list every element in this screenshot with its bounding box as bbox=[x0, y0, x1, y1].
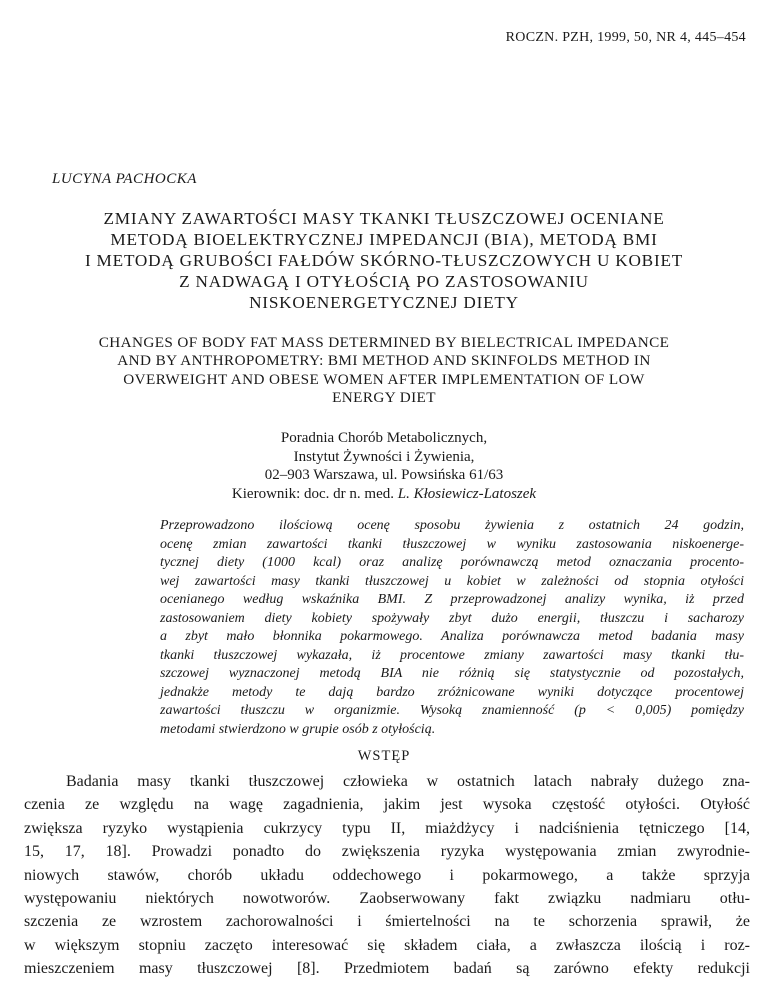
abstract bbox=[160, 517, 744, 739]
title-pl-line: I METODĄ GRUBOŚCI FAŁDÓW SKÓRNO-TŁUSZCZOWYCH U KOBIET bbox=[84, 251, 684, 270]
body-line: zwiększa ryzyko wystąpienia cukrzycy typu II, miażdżycy i nadciśnienia tętniczego [14, bbox=[24, 819, 750, 837]
abstract-line: zastosowaniem diety kobiety spożywały zbyt dużo energii, tłuszczu i sacharozy bbox=[160, 610, 744, 626]
body-line: Badania masy tkanki tłuszczowej człowieka w ostatnich latach nabrały dużego zna- bbox=[66, 773, 750, 790]
abstract-line: jednakże metody te dają bardzo zróżnicowane wyniki dotyczące procentowej bbox=[160, 684, 744, 700]
journal-reference: ROCZN. PZH, 1999, 50, NR 4, 445–454 bbox=[505, 30, 746, 45]
title-pl-line: METODĄ BIOELEKTRYCZNEJ IMPEDANCJI (BIA), METODĄ BMI bbox=[110, 230, 658, 249]
affiliation-institute: Instytut Żywności i Żywienia, bbox=[293, 448, 475, 465]
affiliation-head bbox=[0, 485, 768, 504]
title-pl-line: Z NADWAGĄ I OTYŁOŚCIĄ PO ZASTOSOWANIU bbox=[179, 272, 589, 291]
affiliation-head-prefix: Kierownik: doc. dr n. med. bbox=[231, 485, 398, 502]
abstract-line: wej zawartości masy tkanki tłuszczowej u kobiet w zależności od stopnia otyłości bbox=[160, 573, 744, 589]
section-heading: WSTĘP bbox=[357, 748, 411, 764]
body-text bbox=[24, 770, 750, 981]
body-line: w większym stopniu zaczęto interesować się składem ciała, a zwłaszcza ilością i roz- bbox=[24, 936, 750, 954]
abstract-line: szczowej wyznaczonej metodą BIA nie różnią się statystycznie od pozostałych, bbox=[160, 666, 744, 681]
body-line: występowaniu niektórych nowotworów. Zaobserwowany fakt związku nadmiaru otłu- bbox=[24, 890, 750, 908]
body-line: niowych stawów, chorób układu oddechowego i pokarmowego, a także sprzyja bbox=[24, 866, 750, 884]
title-english bbox=[0, 334, 768, 408]
body-line: czenia ze względu na wagę zagadnienia, jakim jest wysoka częstość otyłości. Otyłość bbox=[24, 796, 750, 814]
abstract-line: metodami stwierdzono w grupie osób z otyłością. bbox=[160, 721, 436, 737]
affiliation-clinic: Poradnia Chorób Metabolicznych, bbox=[280, 430, 488, 446]
title-en-line: AND BY ANTHROPOMETRY: BMI METHOD AND SKINFOLDS METHOD IN bbox=[117, 352, 651, 370]
author-name: LUCYNA PACHOCKA bbox=[52, 171, 197, 187]
title-en-line: OVERWEIGHT AND OBESE WOMEN AFTER IMPLEMENTATION OF LOW bbox=[123, 370, 645, 388]
body-line: szczenia ze wzrostem zachorowalności i śmiertelności na te schorzenia sprawił, że bbox=[24, 913, 750, 931]
abstract-line: Przeprowadzono ilościową ocenę sposobu żywienia z ostatnich 24 godzin, bbox=[160, 518, 744, 533]
affiliation-head-name: L. Kłosiewicz-Latoszek bbox=[397, 485, 537, 502]
abstract-line: ocenę zmian zawartości tkanki tłuszczowej w wyniku zastosowania niskoenerge- bbox=[160, 536, 744, 552]
affiliation bbox=[0, 429, 768, 503]
title-pl-line: ZMIANY ZAWARTOŚCI MASY TKANKI TŁUSZCZOWEJ OCENIANE bbox=[103, 209, 665, 228]
affiliation-address: 02–903 Warszawa, ul. Powsińska 61/63 bbox=[264, 467, 504, 484]
abstract-line: a zbyt mało błonnika pokarmowego. Analiza porównawcza metod badania masy bbox=[160, 629, 744, 644]
abstract-line: zawartości tłuszczu w organizmie. Wysoką znamienność (p < 0,005) pomiędzy bbox=[160, 703, 744, 718]
title-en-line: CHANGES OF BODY FAT MASS DETERMINED BY BIELECTRICAL IMPEDANCE bbox=[98, 334, 670, 351]
body-line: 15, 17, 18]. Prowadzi ponadto do zwiększenia ryzyka występowania zmian zwyrodnie- bbox=[24, 843, 750, 861]
abstract-line: tkanki tłuszczowej wykazała, iż procentowe zmiany zawartości masy tkanki tłu- bbox=[160, 647, 744, 663]
body-line: mieszczeniem masy tłuszczowej [8]. Przedmiotem badań są zarówno efekty redukcji bbox=[24, 960, 750, 978]
title-en-line: ENERGY DIET bbox=[332, 389, 436, 407]
title-pl-line: NISKOENERGETYCZNEJ DIETY bbox=[249, 293, 519, 312]
title-polish bbox=[0, 208, 768, 313]
abstract-line: tycznej diety (1000 kcal) oraz analizę porównawczą metod oznaczania procento- bbox=[160, 555, 744, 570]
abstract-line: ocenianego według wskaźnika BMI. Z przeprowadzonej analizy wynika, iż przed bbox=[160, 592, 744, 607]
